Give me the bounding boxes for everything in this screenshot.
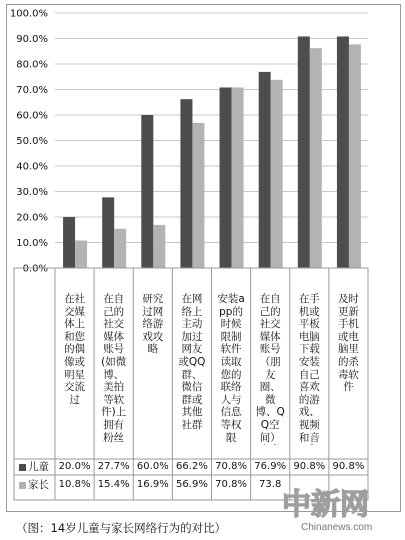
table-cell: 76.9% [254, 461, 287, 472]
table-cell: 70.8% [215, 479, 247, 490]
table-cell: 15.4% [97, 479, 130, 490]
y-tick-label: 90.0% [16, 34, 48, 45]
bar-儿童 [180, 99, 192, 268]
table-cell: 90.8% [293, 461, 326, 472]
watermark-subtext: Chinanews.com [301, 522, 373, 533]
table-cell: 20.0% [58, 461, 91, 472]
bar-家长 [153, 225, 165, 268]
category-label: 在网络上主动加过网友或QQ群、微信群或其他社群 [178, 293, 206, 431]
table-cell: 16.9% [136, 479, 169, 490]
bar-家长 [349, 44, 361, 268]
y-tick-label: 50.0% [16, 136, 48, 147]
bar-儿童 [298, 36, 310, 268]
legend-label: 儿童 [28, 461, 49, 473]
bar-家长 [271, 80, 283, 268]
bar-儿童 [63, 217, 75, 268]
category-label: 在社交媒体上和您的偶像或明星交流过 [64, 293, 86, 406]
category-label: 在自己的社交媒体账号(如微博、美拍等软件)上拥有粉丝 [101, 293, 127, 444]
y-tick-label: 20.0% [16, 212, 48, 224]
bar-儿童 [102, 197, 114, 268]
legend-swatch [19, 482, 26, 489]
y-tick-label: 10.0% [16, 238, 48, 249]
bar-家长 [75, 240, 87, 268]
y-tick-label: 60.0% [16, 110, 48, 122]
bar-儿童 [141, 115, 153, 268]
category-label: 安装app的时候限制软件读取您的联络人与信息等权限 [217, 293, 245, 444]
category-label: 在手机或平板电脑下载安装自己喜欢的游戏、视频和音 [298, 293, 320, 444]
table-cell: 90.8% [332, 461, 365, 472]
category-label: 研究过网络游戏攻略 [142, 293, 164, 356]
category-label: 及时更新手机或电脑里的杀毒软件 [337, 293, 359, 394]
table-cell: 73.8 [259, 479, 282, 490]
legend-label: 家长 [28, 479, 49, 491]
figure-caption: （图：14岁儿童与家长网络行为的对比） [16, 521, 227, 535]
table-cell: 27.7% [97, 461, 130, 472]
y-tick-label: 70.0% [16, 85, 48, 96]
legend-swatch [19, 464, 26, 471]
watermark-text: 中新网 [282, 487, 370, 521]
bar-儿童 [337, 36, 349, 268]
table-cell: 70.8% [215, 461, 247, 472]
y-tick-label: 0.0% [22, 263, 48, 275]
bar-家长 [114, 229, 126, 268]
table-cell: 66.2% [176, 461, 208, 472]
table-cell: 10.8% [58, 479, 91, 490]
bar-儿童 [220, 87, 232, 268]
y-tick-label: 80.0% [16, 59, 48, 71]
table-cell: 56.9% [176, 479, 208, 490]
bar-家长 [192, 123, 204, 268]
table-cell: 60.0% [136, 461, 169, 472]
y-tick-label: 30.0% [16, 187, 48, 198]
watermark-logo [282, 484, 374, 522]
bar-儿童 [259, 72, 271, 268]
y-tick-label: 40.0% [16, 161, 48, 173]
bar-家长 [310, 48, 322, 268]
bar-家长 [232, 87, 244, 268]
y-tick-label: 100.0% [9, 8, 48, 20]
category-label: 在自己的社交媒体账号（朋友圈、微博、QQ空间） [255, 293, 285, 444]
